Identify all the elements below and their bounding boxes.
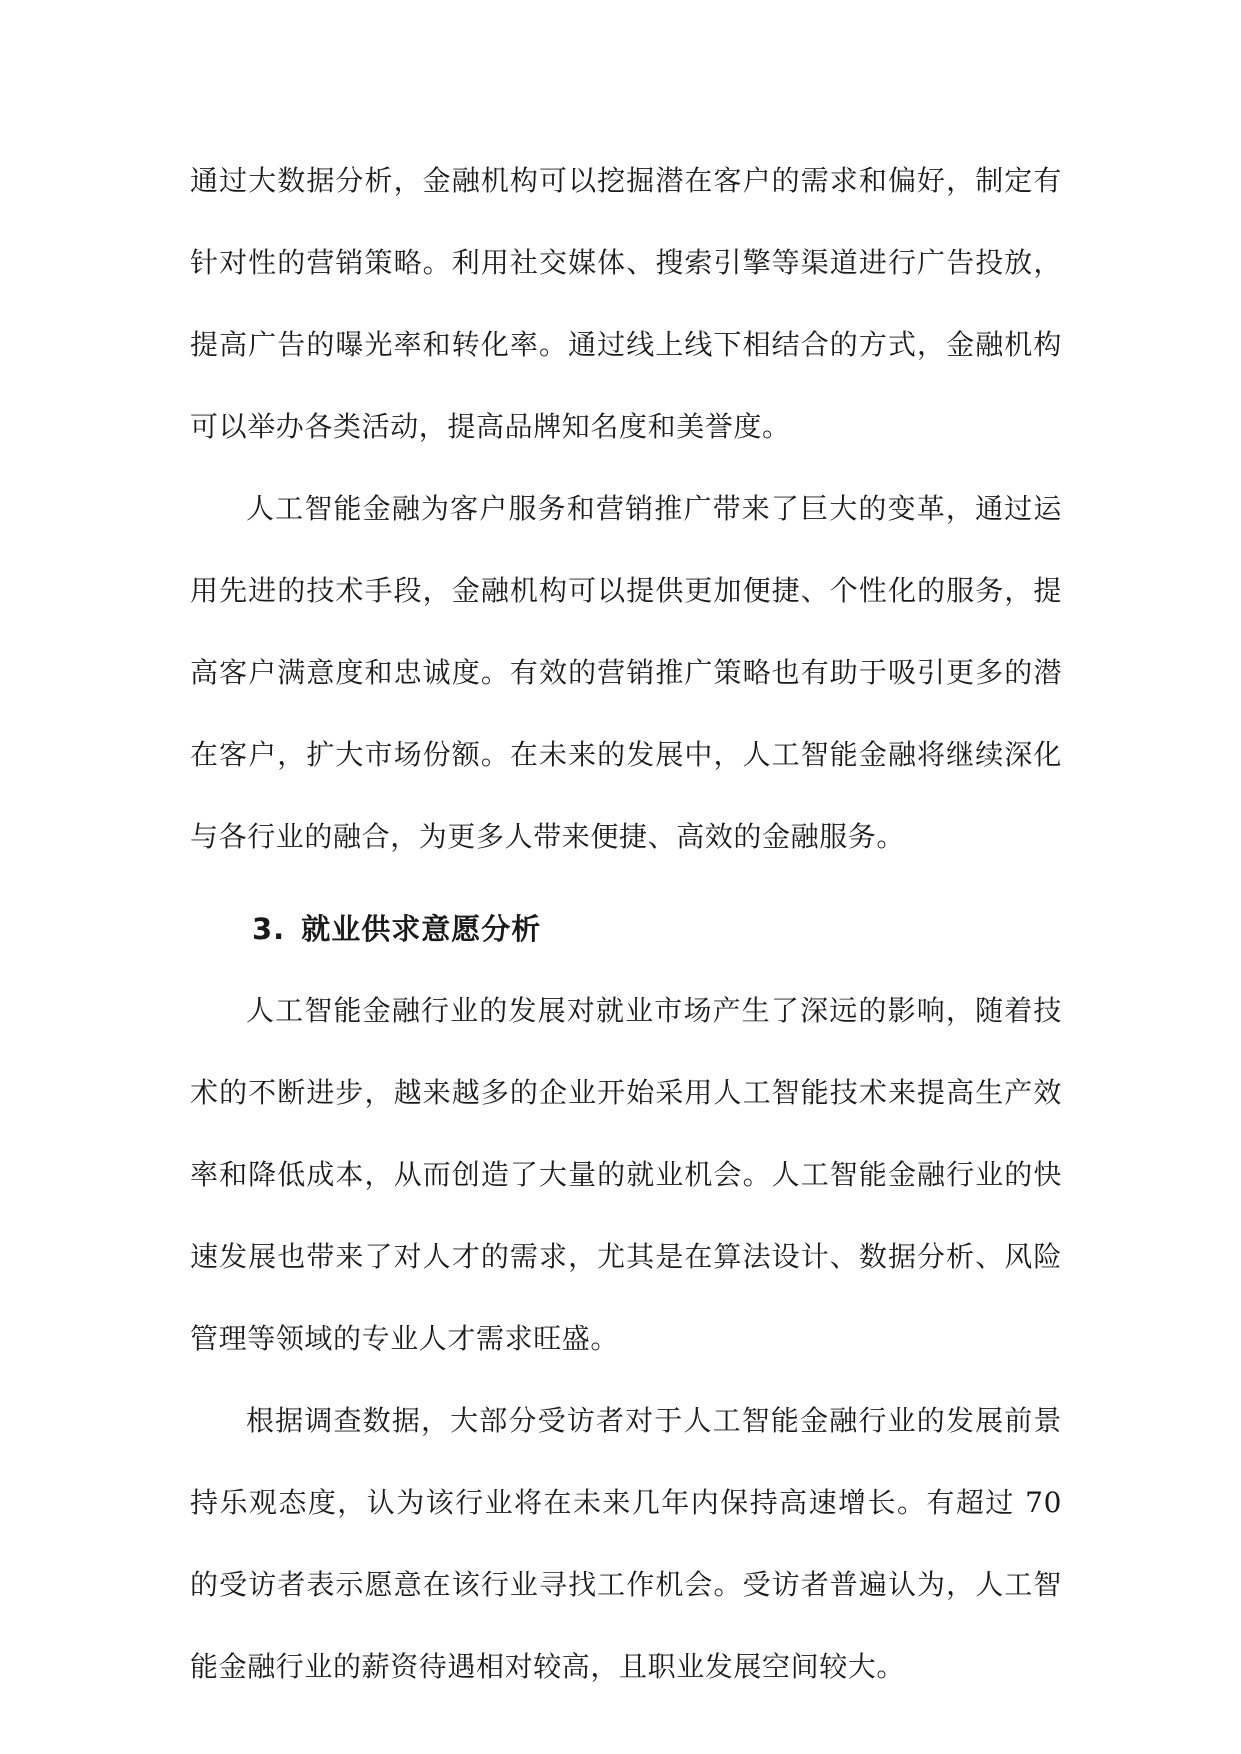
paragraph-ai-finance-summary: 人工智能金融为客户服务和营销推广带来了巨大的变革，通过运用先进的技术手段，金融机构可以提供更加便捷、个性化的服务，提高客户满意度和忠诚度。有效的营销推广策略也有助于吸引更多的潜在客户，扩大市场份额。在未来的发展中，人工智能金融将继续深化与各行业的融合，为更多人带来便捷、高效的金融服务。 — [190, 492, 1062, 853]
paragraph-employment-impact: 人工智能金融行业的发展对就业市场产生了深远的影响，随着技术的不断进步，越来越多的企业开始采用人工智能技术来提高生产效率和降低成本，从而创造了大量的就业机会。人工智能金融行业的快速发展也带来了对人才的需求，尤其是在算法设计、数据分析、风险管理等领域的专业人才需求旺盛。 — [190, 994, 1062, 1355]
section-title: 就业供求意愿分析 — [301, 912, 542, 946]
section-heading — [190, 888, 1062, 970]
paragraph-marketing-continued: 通过大数据分析，金融机构可以挖掘潜在客户的需求和偏好，制定有针对性的营销策略。利用社交媒体、搜索引擎等渠道进行广告投放，提高广告的曝光率和转化率。通过线上线下相结合的方式，金融机构可以举办各类活动，提高品牌知名度和美誉度。 — [190, 164, 1062, 443]
page-content — [190, 140, 1062, 1708]
paragraph-survey-results: 根据调查数据，大部分受访者对于人工智能金融行业的发展前景持乐观态度，认为该行业将在未来几年内保持高速增长。有超过 70 的受访者表示愿意在该行业寻找工作机会。受访者普遍认为，人工智能金融行业的薪资待遇相对较高，且职业发展空间较大。 — [190, 1404, 1062, 1683]
section-number: 3. — [252, 912, 286, 946]
